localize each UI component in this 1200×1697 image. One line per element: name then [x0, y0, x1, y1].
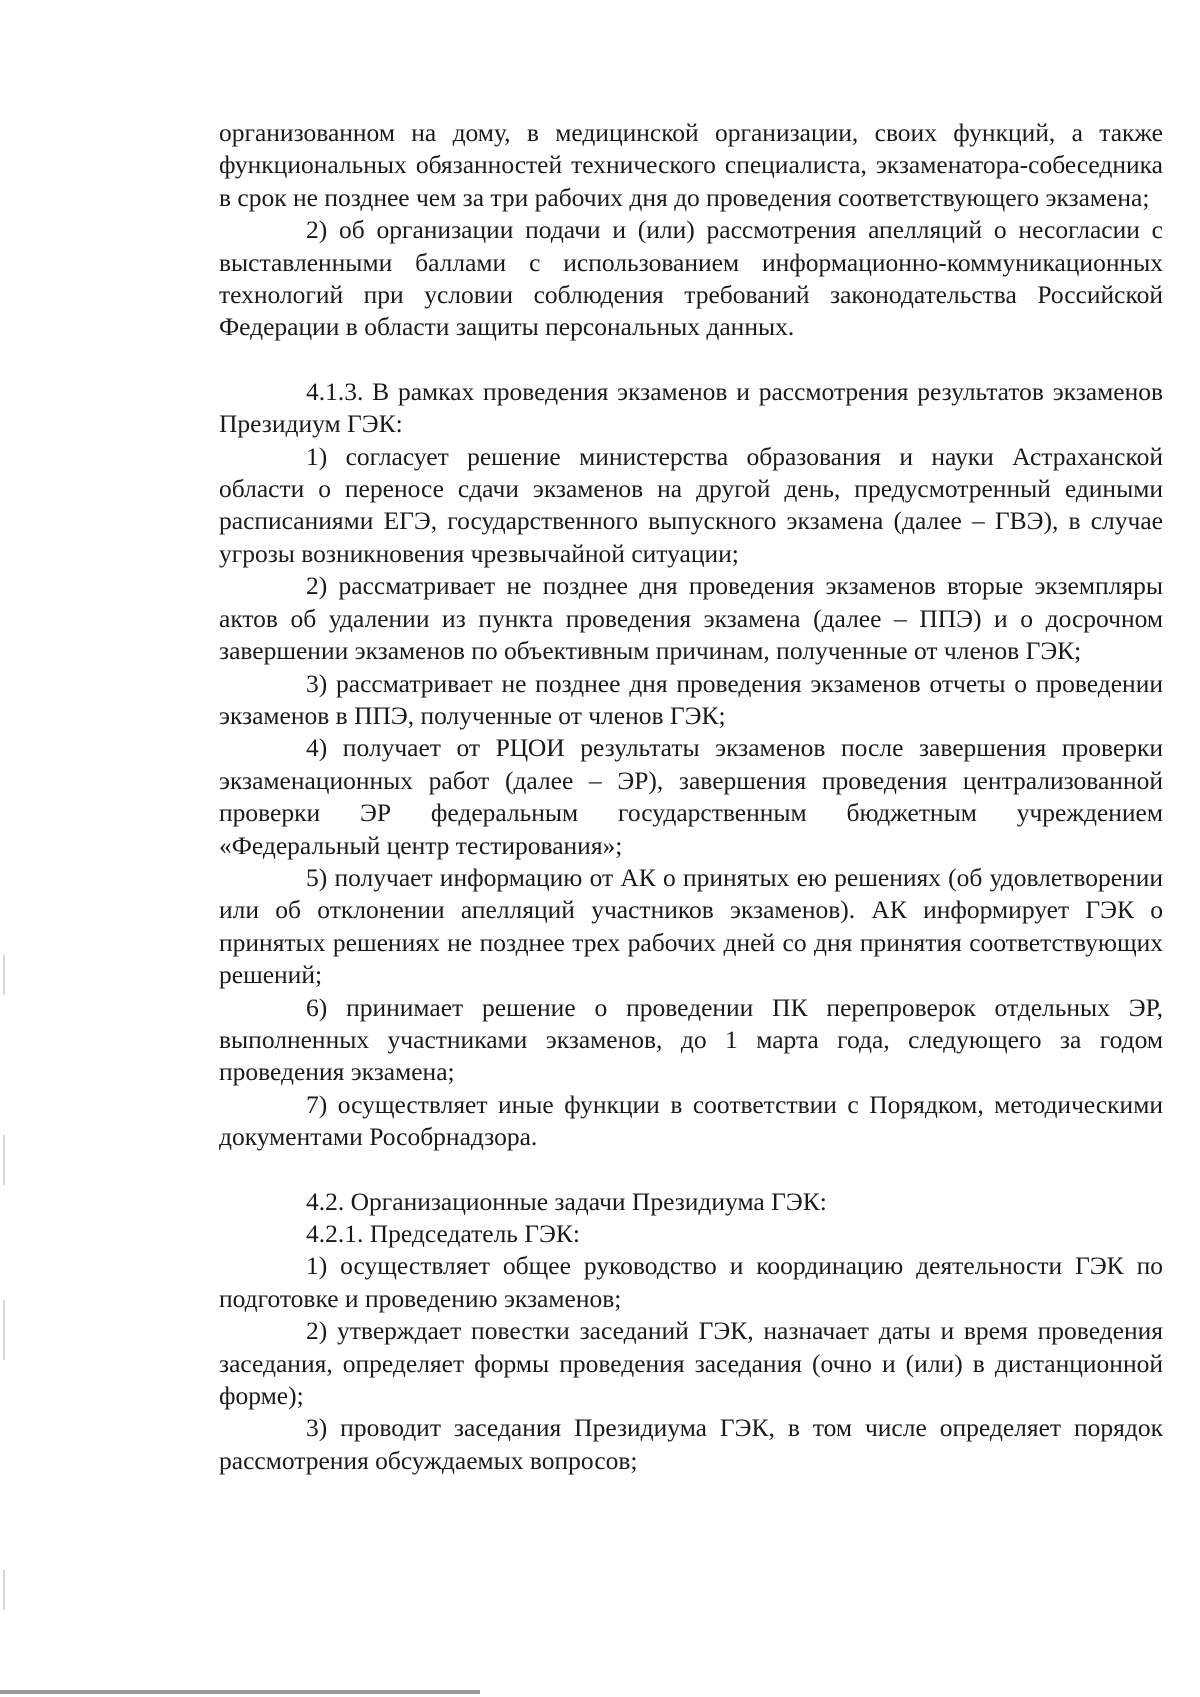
document-body — [219, 117, 1163, 1477]
paragraph-continuation: организованном на дому, в медицинской организации, своих функций, а также функциональных обязанностей технического специалиста, экзаменатора-собеседника в срок не позднее чем за три рабочих дня до проведения соответствующего экзамена; — [219, 118, 1163, 212]
scan-edge-mark — [3, 1300, 5, 1360]
list-item-2: 2) рассматривает не позднее дня проведения экзаменов вторые экземпляры актов об удалении из пункта проведения экзамена (далее – ППЭ) и о досрочном завершении экзаменов по объективным причинам, полученные от членов ГЭК; — [219, 571, 1163, 666]
list-item-6: 6) принимает решение о проведении ПК перепроверок отдельных ЭР, выполненных участниками экзаменов, до 1 марта года, следующего за годом проведения экзамена; — [219, 992, 1163, 1087]
list-item-1: 1) согласует решение министерства образования и науки Астраханской области о переносе сдачи экзаменов на другой день, предусмотренный едиными расписаниями ЕГЭ, государственного выпускного экзамена (далее – ГВЭ), в случае угрозы возникновения чрезвычайной ситуации; — [219, 441, 1163, 568]
list-item-5: 5) получает информацию от АК о принятых ею решениях (об удовлетворении или об отклонении апелляций участников экзаменов). АК информирует ГЭК о принятых решениях не позднее трех рабочих дней со дня принятия соответствующих решений; — [219, 862, 1163, 990]
list-item-3: 3) рассматривает не позднее дня проведения экзаменов отчеты о проведении экзаменов в ППЭ, полученные от членов ГЭК; — [219, 668, 1163, 730]
chair-item-2: 2) утверждает повестки заседаний ГЭК, назначает даты и время проведения заседания, определяет формы проведения заседания (очно и (или) в дистанционной форме); — [219, 1316, 1163, 1411]
scan-edge-mark — [3, 1570, 5, 1610]
scan-edge-mark — [3, 955, 5, 995]
section-heading-4-2: 4.2. Организационные задачи Президиума ГЭК: — [306, 1186, 827, 1216]
section-heading-4-2-1: 4.2.1. Председатель ГЭК: — [306, 1219, 580, 1248]
list-item-7: 7) осуществляет иные функции в соответствии с Порядком, методическими документами Рособрнадзора. — [219, 1089, 1163, 1152]
list-item-4: 4) получает от РЦОИ результаты экзаменов после завершения проверки экзаменационных работ (далее – ЭР), завершения проведения централизованной проверки ЭР федеральным государственным бюджетным учреждением «Федеральный центр тестирования»; — [219, 733, 1163, 860]
paragraph-gap — [219, 344, 1163, 376]
paragraph-gap — [219, 1154, 1163, 1186]
scan-bottom-edge — [0, 1690, 480, 1694]
scan-edge-mark — [3, 1135, 5, 1185]
chair-item-3: 3) проводит заседания Президиума ГЭК, в том числе определяет порядок рассмотрения обсуждаемых вопросов; — [219, 1413, 1163, 1475]
section-heading-4-1-3: 4.1.3. В рамках проведения экзаменов и рассмотрения результатов экзаменов Президиум ГЭК: — [219, 376, 1163, 439]
chair-item-1: 1) осуществляет общее руководство и координацию деятельности ГЭК по подготовке и проведению экзаменов; — [219, 1251, 1163, 1313]
paragraph-item-2-appeals: 2) об организации подачи и (или) рассмотрения апелляций о несогласии с выставленными баллами с использованием информационно-коммуникационных технологий при условии соблюдения требований законодательства Российской Федерации в области защиты персональных данных. — [219, 215, 1163, 342]
